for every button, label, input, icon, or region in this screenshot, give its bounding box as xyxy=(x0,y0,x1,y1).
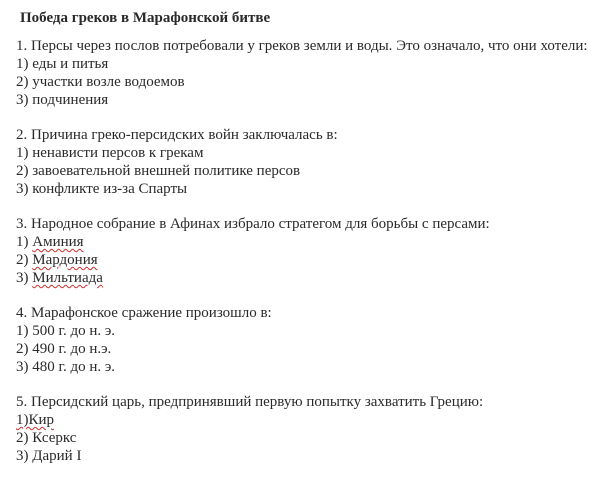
question-text: 5. Персидский царь, предпринявший первую попытку захватить Грецию: xyxy=(16,394,484,410)
option-prefix: 1) xyxy=(16,234,33,250)
option-prefix: 2) xyxy=(16,430,33,446)
answer-option xyxy=(16,91,612,109)
question-2 xyxy=(16,126,612,198)
spellcheck-flagged-word[interactable]: Аминия xyxy=(32,234,84,250)
option-prefix: 1) xyxy=(16,145,33,161)
option-text: Ксеркс xyxy=(32,430,77,446)
option-prefix: 2) xyxy=(16,163,33,179)
option-text: ненависти персов к грекам xyxy=(32,145,204,161)
answer-option xyxy=(16,73,612,91)
answer-option xyxy=(16,358,612,376)
option-text: подчинения xyxy=(32,92,109,108)
option-prefix: 3) xyxy=(16,448,33,464)
answer-option xyxy=(16,180,612,198)
option-prefix: 3) xyxy=(16,270,33,286)
option-prefix: 3) xyxy=(16,92,33,108)
question-text: 2. Причина греко-персидских войн заключалась в: xyxy=(16,127,338,143)
answer-option xyxy=(16,251,612,269)
option-prefix: 2) xyxy=(16,74,33,90)
answer-option xyxy=(16,144,612,162)
spellcheck-flagged-word[interactable]: Мардония xyxy=(32,252,98,268)
option-text: завоевательной внешней политике персов xyxy=(32,163,301,179)
question-text: 4. Марафонское сражение произошло в: xyxy=(16,305,272,321)
option-text: участки возле водоемов xyxy=(32,74,185,90)
option-text: 490 г. до н.э. xyxy=(32,341,112,357)
option-prefix: 2) xyxy=(16,341,33,357)
document-title: Победа греков в Марафонской битве xyxy=(20,10,271,26)
question-text: 1. Персы через послов потребовали у греков земли и воды. Это означало, что они хотели: xyxy=(16,38,588,54)
question-3 xyxy=(16,215,612,287)
answer-option xyxy=(16,447,612,465)
document-body xyxy=(16,9,612,482)
answer-option xyxy=(16,55,612,73)
option-text: 500 г. до н. э. xyxy=(32,323,116,339)
option-text: еды и питья xyxy=(32,56,109,72)
option-prefix: 2) xyxy=(16,252,33,268)
answer-option xyxy=(16,340,612,358)
answer-option xyxy=(16,429,612,447)
option-text: 480 г. до н. э. xyxy=(32,359,116,375)
answer-option xyxy=(16,411,612,429)
answer-option xyxy=(16,233,612,251)
option-text: конфликте из-за Спарты xyxy=(32,181,188,197)
spellcheck-flagged-word[interactable]: Мильтиада xyxy=(32,270,103,286)
question-4 xyxy=(16,304,612,376)
spellcheck-flagged-word[interactable]: 1)Кир xyxy=(16,412,55,428)
question-5 xyxy=(16,393,612,465)
option-prefix: 1) xyxy=(16,56,33,72)
option-prefix: 1) xyxy=(16,323,33,339)
answer-option xyxy=(16,322,612,340)
option-prefix: 3) xyxy=(16,181,33,197)
option-prefix: 3) xyxy=(16,359,33,375)
answer-option xyxy=(16,269,612,287)
option-text: Дарий I xyxy=(32,448,82,464)
answer-option xyxy=(16,162,612,180)
question-1 xyxy=(16,37,612,109)
question-text: 3. Народное собрание в Афинах избрало стратегом для борьбы с персами: xyxy=(16,216,490,232)
